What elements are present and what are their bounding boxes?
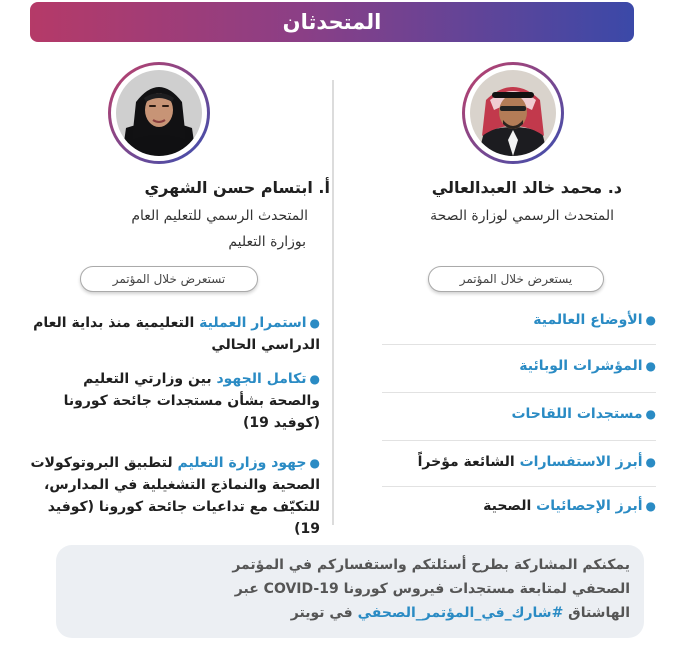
topic-separator [382, 392, 656, 393]
bullet-icon: ● [309, 372, 320, 386]
topic-separator [382, 486, 656, 487]
speaker-1-topic: ●أبرز الاستفسارات الشائعة مؤخراً [417, 454, 656, 470]
speaker-1-name: د. محمد خالد العبدالعالي [431, 178, 622, 197]
speaker-1-topic: ●المؤشرات الوبائية [519, 358, 656, 374]
note-line-2: الصحفي لمتابعة مستجدات فيروس كورونا COVID-19 عبر [234, 581, 630, 597]
participation-note [56, 545, 644, 638]
bullet-icon: ● [645, 455, 656, 469]
speaker-1-pill: يستعرض خلال المؤتمر [428, 266, 604, 292]
speaker-2-role-line1: المتحدث الرسمي للتعليم العام [131, 208, 308, 224]
header-banner [30, 2, 634, 42]
speaker-1-topic: ●أبرز الإحصائيات الصحية [483, 498, 656, 514]
note-line-3: الهاشتاق #شارك_في_المؤتمر_الصحفي في تويتر [290, 605, 630, 621]
bullet-icon: ● [309, 456, 320, 470]
speaker-2-role-line2: بوزارة التعليم [228, 234, 306, 250]
bullet-icon: ● [645, 313, 656, 327]
speaker-2-topic: ●جهود وزارة التعليم لتطبيق البروتوكولات الصحية والنماذج التشغيلية في المدارس، للتكيّف مع تداعيات جائحة كورونا (كوفيد 19) [30, 455, 320, 537]
header-title: المتحدثان [282, 10, 382, 34]
speaker-2-pill: تستعرض خلال المؤتمر [80, 266, 258, 292]
speaker-1-topic: ●مستجدات اللقاحات [511, 406, 656, 422]
speaker-1-photo [470, 70, 556, 156]
bullet-icon: ● [309, 316, 320, 330]
speaker-1-avatar [462, 62, 564, 164]
note-line-1: يمكنكم المشاركة بطرح أسئلتكم واستفساركم في المؤتمر [232, 557, 630, 573]
column-divider [332, 80, 334, 525]
speaker-1-topic: ●الأوضاع العالمية [533, 312, 656, 328]
speaker-2-topic: ●استمرار العملية التعليمية منذ بداية العام الدراسي الحالي [33, 315, 320, 353]
topic-separator [382, 344, 656, 345]
speaker-1-role: المتحدث الرسمي لوزارة الصحة [430, 208, 614, 224]
topic-separator [382, 440, 656, 441]
speaker-2-name: أ. ابتسام حسن الشهري [144, 178, 330, 197]
bullet-icon: ● [645, 499, 656, 513]
bullet-icon: ● [645, 407, 656, 421]
speaker-2-avatar [108, 62, 210, 164]
speaker-2-photo [116, 70, 202, 156]
speaker-2-topic: ●تكامل الجهود بين وزارتي التعليم والصحة بشأن مستجدات جائحة كورونا (كوفيد 19) [63, 371, 320, 431]
bullet-icon: ● [645, 359, 656, 373]
hashtag-link[interactable]: #شارك_في_المؤتمر_الصحفي [357, 605, 564, 621]
